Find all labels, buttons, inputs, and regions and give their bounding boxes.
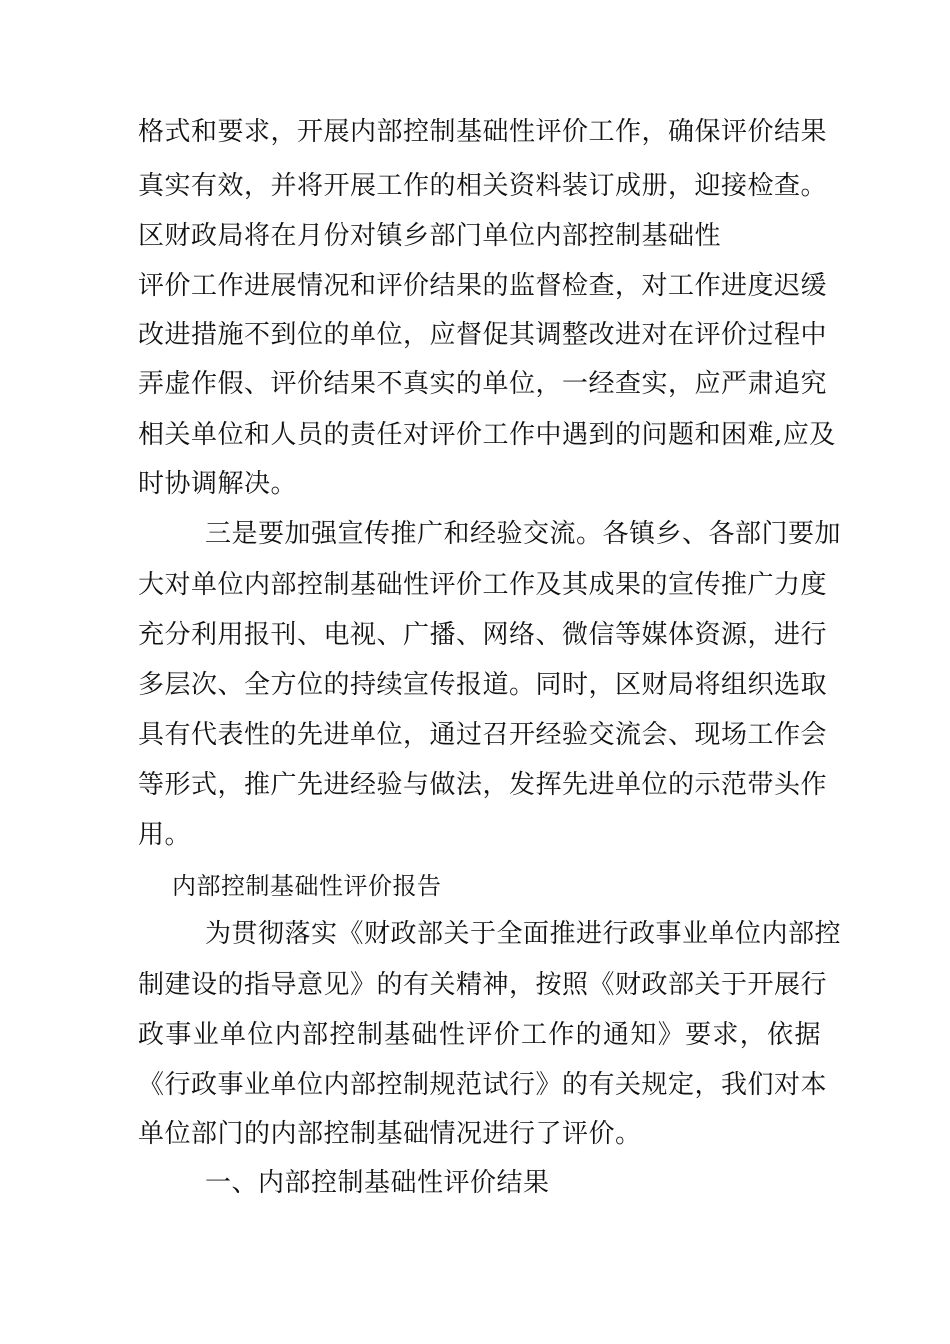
paragraph-line: 区财政局将在月份对镇乡部门单位内部控制基础性 <box>138 221 722 251</box>
paragraph-line: 格式和要求，开展内部控制基础性评价工作，确保评价结果 <box>138 117 828 147</box>
section-title: 内部控制基础性评价报告 <box>172 872 442 900</box>
paragraph-line: 真实有效，并将开展工作的相关资料装订成册，迎接检查。 <box>138 171 828 201</box>
paragraph-line: 时协调解决。 <box>138 469 298 499</box>
paragraph-line: 相关单位和人员的责任对评价工作中遇到的问题和困难,应及 <box>138 420 836 450</box>
paragraph-line: 单位部门的内部控制基础情况进行了评价。 <box>138 1119 642 1149</box>
paragraph-line: 政事业单位内部控制基础性评价工作的通知》要求，依据 <box>138 1020 821 1050</box>
paragraph-line: 大对单位内部控制基础性评价工作及其成果的宣传推广力度 <box>138 570 828 600</box>
paragraph-line: 用。 <box>138 820 192 850</box>
paragraph-line: 三是要加强宣传推广和经验交流。各镇乡、各部门要加 <box>205 519 842 549</box>
paragraph-line: 充分利用报刊、电视、广播、网络、微信等媒体资源，进行 <box>138 620 828 650</box>
paragraph-line: 等形式，推广先进经验与做法，发挥先进单位的示范带头作 <box>138 770 828 800</box>
paragraph-line: 制建设的指导意见》的有关精神，按照《财政部关于开展行 <box>138 970 828 1000</box>
paragraph-line: 评价工作进展情况和评价结果的监督检查，对工作进度迟缓 <box>138 271 828 301</box>
paragraph-line: 改进措施不到位的单位，应督促其调整改进对在评价过程中 <box>138 320 828 350</box>
paragraph-line: 为贯彻落实《财政部关于全面推进行政事业单位内部控 <box>205 919 842 949</box>
section-subheading: 一、内部控制基础性评价结果 <box>205 1168 550 1198</box>
paragraph-line: 多层次、全方位的持续宣传报道。同时，区财局将组织选取 <box>138 670 828 700</box>
paragraph-line: 弄虚作假、评价结果不真实的单位，一经查实，应严肃追究 <box>138 369 828 399</box>
paragraph-line: 具有代表性的先进单位，通过召开经验交流会、现场工作会 <box>138 720 828 750</box>
paragraph-line: 《行政事业单位内部控制规范试行》的有关规定，我们对本 <box>138 1070 828 1100</box>
